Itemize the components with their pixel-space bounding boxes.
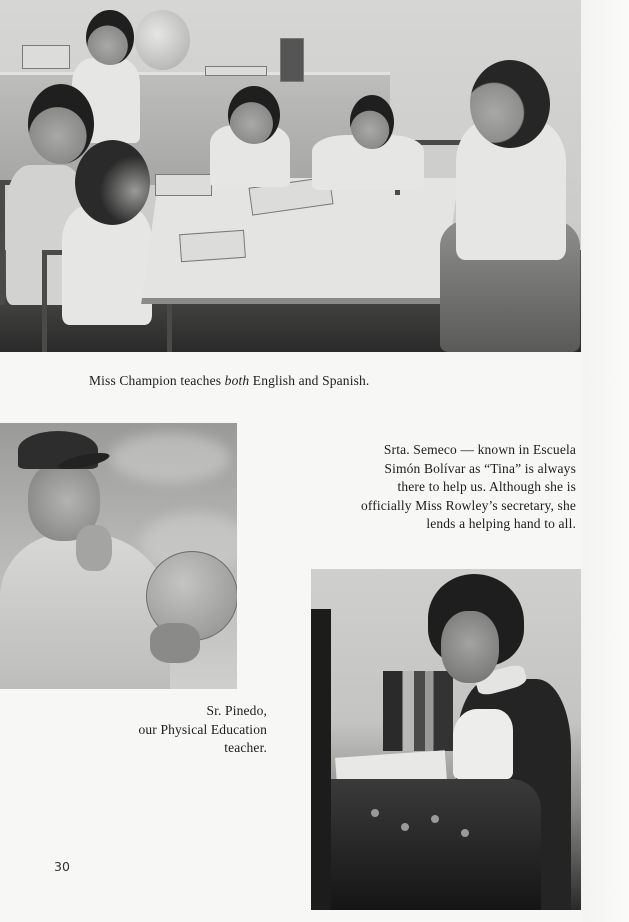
books-on-desk [383, 671, 453, 751]
caption-line: our Physical Education [138, 721, 267, 737]
page-edge [581, 0, 629, 922]
secretary-photo [311, 569, 581, 910]
book [179, 230, 246, 262]
caption-line: there to help us. Although she is [397, 479, 576, 494]
standing-boy-head [86, 10, 134, 65]
caption-line: teacher. [224, 740, 267, 755]
book-stack [22, 45, 70, 69]
coach-hand-ball [150, 623, 200, 663]
typewriter-key [431, 815, 439, 823]
classroom-caption [89, 372, 369, 391]
right-boy-head [350, 95, 394, 149]
secretary-sleeve [453, 709, 513, 779]
typewriter [311, 779, 541, 910]
left-boy-head [28, 84, 94, 164]
book [155, 174, 212, 196]
book [205, 66, 267, 76]
coach-photo [0, 423, 237, 689]
coach-hand-whistle [76, 525, 112, 571]
caption-line: Srta. Semeco — known in Escuela [383, 442, 576, 457]
caption-text: Miss Champion teaches [89, 373, 225, 388]
caption-emphasis: both [224, 373, 250, 388]
teacher-head [470, 60, 550, 148]
cloud [110, 433, 230, 483]
secretary-caption [330, 441, 576, 534]
typewriter-key [461, 829, 469, 837]
caption-text: English and Spanish. [249, 373, 370, 388]
coach-caption [110, 702, 267, 758]
typewriter-key [401, 823, 409, 831]
caption-line: lends a helping hand to all. [426, 516, 576, 531]
center-child-head [228, 86, 280, 144]
picture-frame [280, 38, 304, 82]
globe [135, 10, 190, 70]
caption-line: Simón Bolívar as “Tina” is always [384, 460, 576, 476]
foreground-post [311, 609, 331, 910]
caption-line: Sr. Pinedo, [206, 703, 267, 718]
typewriter-key [371, 809, 379, 817]
page-number: 30 [54, 859, 70, 874]
front-boy-head [75, 140, 150, 225]
classroom-photo [0, 0, 581, 352]
caption-line: officially Miss Rowley’s secretary, she [360, 497, 576, 513]
secretary-face [441, 611, 499, 683]
